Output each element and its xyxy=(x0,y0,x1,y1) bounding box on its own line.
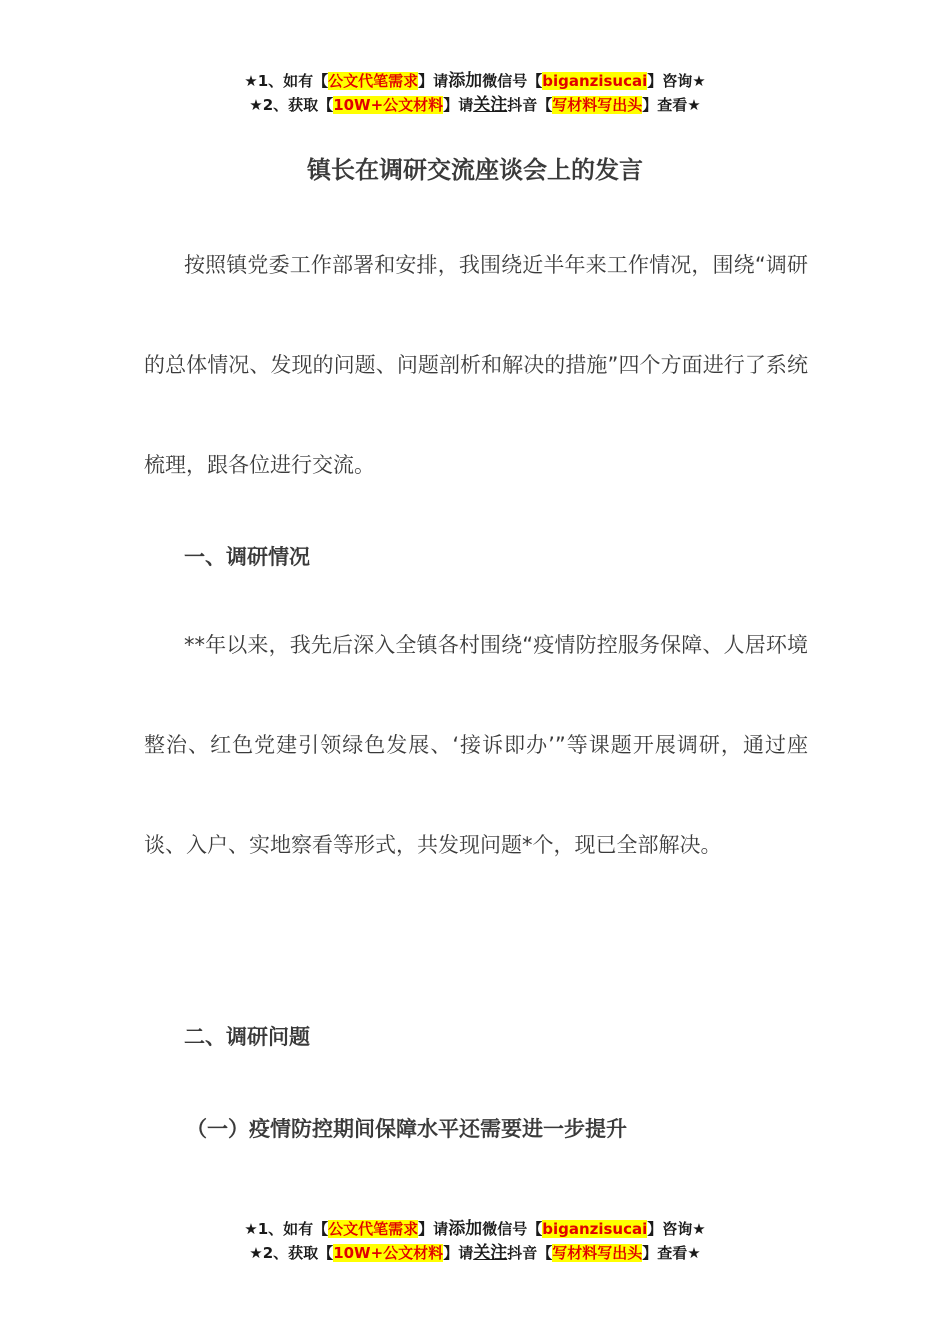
promo-text: 】请 xyxy=(418,1220,449,1238)
promo-text: 】查看★ xyxy=(642,1244,701,1262)
promo-highlight: 10W+公文材料 xyxy=(333,1244,444,1262)
promo-highlight: 10W+公文材料 xyxy=(333,96,444,114)
promo-highlight: 写材料写出头 xyxy=(552,1244,643,1262)
promo-text: 】请 xyxy=(443,96,474,114)
promo-emphasis: 关注 xyxy=(473,95,508,115)
section-heading-1: 一、调研情况 xyxy=(184,545,310,569)
promo-text: 】咨询★ xyxy=(647,1220,706,1238)
promo-text: ★2、获取【 xyxy=(249,1244,334,1262)
promo-highlight: 公文代笔需求 xyxy=(328,72,419,90)
promo-text: 】请 xyxy=(443,1244,474,1262)
promo-line-2 xyxy=(0,93,950,117)
promo-text: 抖音【 xyxy=(507,96,553,114)
promo-emphasis: 添加 xyxy=(448,1219,483,1239)
promo-emphasis: 关注 xyxy=(473,1243,508,1263)
promo-text: ★1、如有【 xyxy=(244,1220,329,1238)
promo-text: ★2、获取【 xyxy=(249,96,334,114)
promo-text: 微信号【 xyxy=(482,72,543,90)
promo-banner-bottom xyxy=(0,1217,950,1265)
promo-text: 】请 xyxy=(418,72,449,90)
promo-text: 抖音【 xyxy=(507,1244,553,1262)
promo-line-2 xyxy=(0,1241,950,1265)
promo-text: 】咨询★ xyxy=(647,72,706,90)
section-heading-2: 二、调研问题 xyxy=(184,1025,310,1049)
subsection-heading-1: （一）疫情防控期间保障水平还需要进一步提升 xyxy=(186,1117,627,1141)
promo-highlight: biganzisucai xyxy=(542,1220,648,1238)
promo-highlight: 写材料写出头 xyxy=(552,96,643,114)
promo-text: 微信号【 xyxy=(482,1220,543,1238)
promo-line-1 xyxy=(0,69,950,93)
promo-line-1 xyxy=(0,1217,950,1241)
promo-highlight: 公文代笔需求 xyxy=(328,1220,419,1238)
promo-banner-top xyxy=(0,69,950,117)
section-1-paragraph: **年以来，我先后深入全镇各村围绕“疫情防控服务保障、人居环境整治、红色党建引领绿色发展、‘接诉即办’”等课题开展调研，通过座谈、入户、实地察看等形式，共发现问题*个，现已全部解决。 xyxy=(144,633,808,857)
promo-text: ★1、如有【 xyxy=(244,72,329,90)
promo-emphasis: 添加 xyxy=(448,71,483,91)
promo-text: 】查看★ xyxy=(642,96,701,114)
intro-paragraph: 按照镇党委工作部署和安排，我围绕近半年来工作情况，围绕“调研的总体情况、发现的问题、问题剖析和解决的措施”四个方面进行了系统梳理，跟各位进行交流。 xyxy=(144,253,808,477)
promo-highlight: biganzisucai xyxy=(542,72,648,90)
document-title: 镇长在调研交流座谈会上的发言 xyxy=(307,156,643,184)
